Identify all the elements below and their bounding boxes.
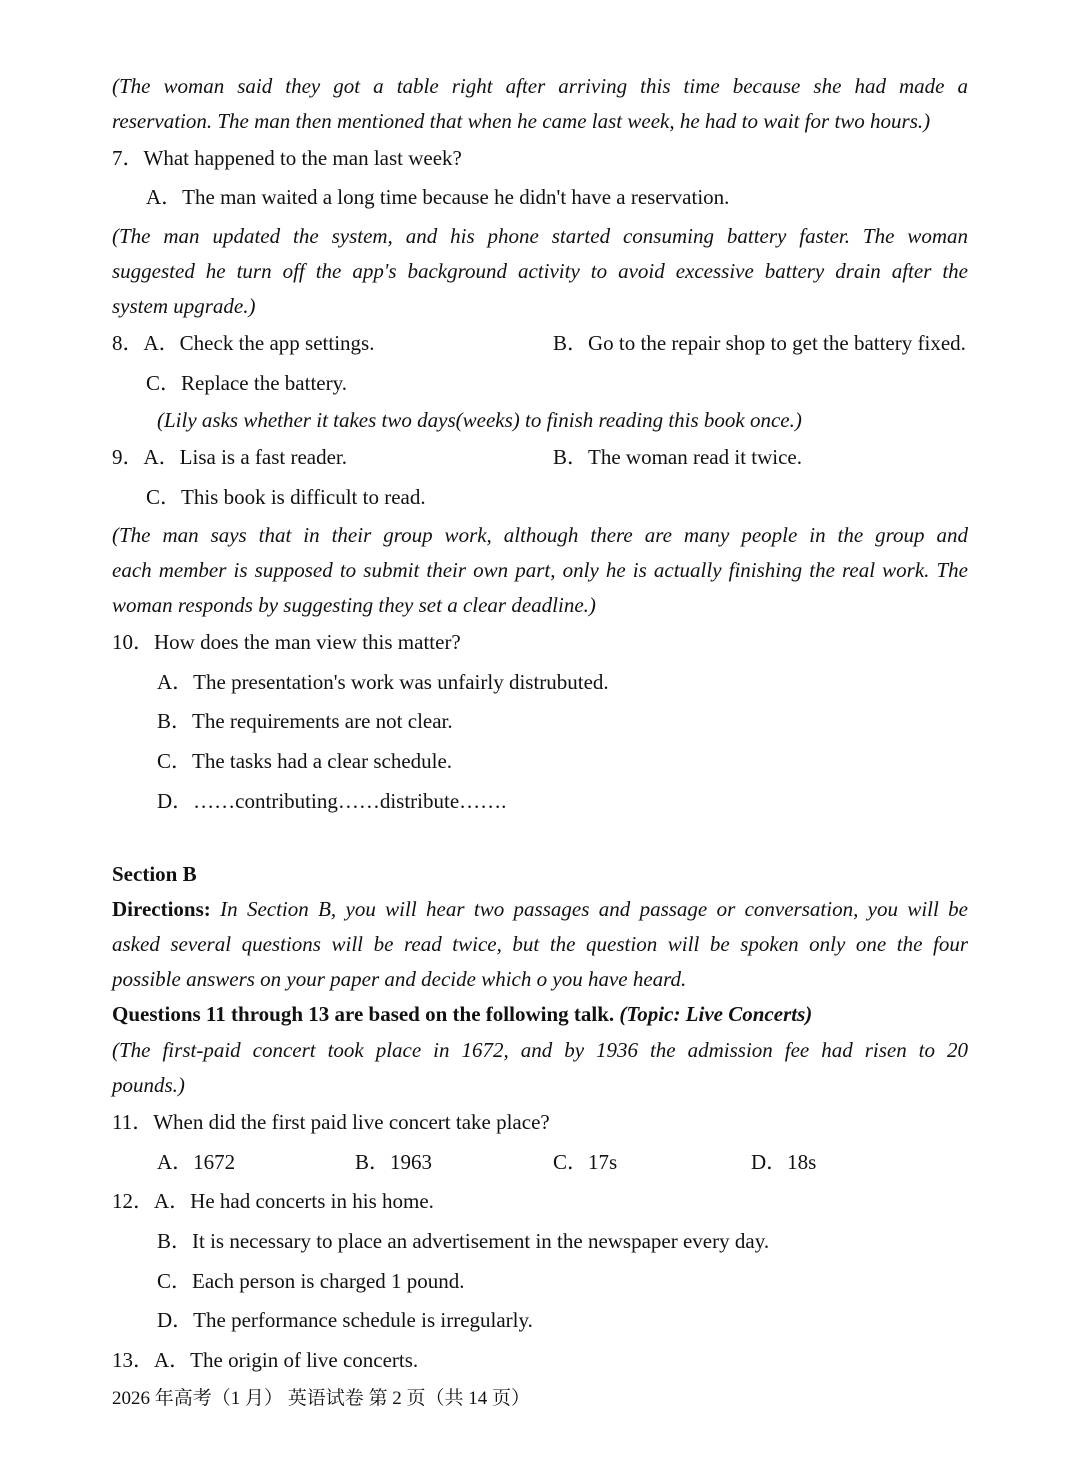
question-13-option-a[interactable]: 13．A．The origin of live concerts.: [112, 1348, 419, 1372]
question-group-topic: (Topic: Live Concerts): [614, 1002, 813, 1026]
script-note-q8-line3: system upgrade.): [112, 294, 256, 318]
script-note-q11-line2: pounds.): [112, 1073, 185, 1097]
section-b-directions-line1: [112, 899, 968, 920]
question-10-stem: 10．How does the man view this matter?: [112, 630, 461, 654]
directions-label: Directions:: [112, 897, 211, 921]
question-10-option-d[interactable]: D．……contributing……distribute…….: [157, 789, 507, 813]
question-10-option-b[interactable]: B．The requirements are not clear.: [157, 709, 453, 733]
script-note-q10-line1: (The man says that in their group work, although there are many people in the group and: [112, 523, 968, 547]
question-9-option-c[interactable]: C．This book is difficult to read.: [146, 485, 426, 509]
question-12-option-d[interactable]: D．The performance schedule is irregularly.: [157, 1308, 533, 1332]
question-10-option-c[interactable]: C．The tasks had a clear schedule.: [157, 749, 453, 773]
script-note-q9-line1: (Lily asks whether it takes two days(weeks) to finish reading this book once.): [157, 408, 802, 432]
question-group-range: Questions 11 through 13 are based on the following talk.: [112, 1002, 615, 1026]
script-note-q8-line2: suggested he turn off the app's background activity to avoid excessive battery drain after the: [112, 259, 968, 283]
question-12-option-a[interactable]: 12．A．He had concerts in his home.: [112, 1189, 434, 1213]
script-note-q8-line1: (The man updated the system, and his phone started consuming battery faster. The woman: [112, 224, 968, 248]
script-note-q7-line2: reservation. The man then mentioned that when he came last week, he had to wait for two hours.): [112, 109, 931, 133]
question-11-option-a[interactable]: A．1672: [157, 1150, 236, 1174]
question-11-stem: 11．When did the first paid live concert take place?: [112, 1110, 550, 1134]
question-7-stem: 7．What happened to the man last week?: [112, 146, 462, 170]
page-footer: 2026 年高考（1 月） 英语试卷 第 2 页（共 14 页）: [112, 1388, 531, 1409]
question-11-option-d[interactable]: D．18s: [751, 1150, 817, 1174]
section-b-directions-line2: asked several questions will be read twice, but the question will be spoken only one the four: [112, 932, 968, 956]
script-note-q7-line1: (The woman said they got a table right after arriving this time because she had made a: [112, 74, 968, 98]
section-b-directions-line3: possible answers on your paper and decide which o you have heard.: [112, 967, 687, 991]
script-note-q10-line3: woman responds by suggesting they set a clear deadline.): [112, 593, 596, 617]
question-7-option-a[interactable]: A．The man waited a long time because he didn't have a reservation.: [146, 185, 730, 209]
question-12-option-c[interactable]: C．Each person is charged 1 pound.: [157, 1269, 465, 1293]
script-note-q11-line1: (The first-paid concert took place in 1672, and by 1936 the admission fee had risen to 20: [112, 1038, 968, 1062]
section-b-title: Section B: [112, 862, 197, 886]
question-9-option-a[interactable]: 9．A．Lisa is a fast reader.: [112, 445, 348, 469]
question-8-option-a[interactable]: 8．A．Check the app settings.: [112, 331, 375, 355]
script-note-q10-line2: each member is supposed to submit their own part, only he is actually finishing the real work. The: [112, 558, 968, 582]
question-12-option-b[interactable]: B．It is necessary to place an advertisement in the newspaper every day.: [157, 1229, 770, 1253]
question-8-option-b[interactable]: B．Go to the repair shop to get the battery fixed.: [553, 331, 966, 355]
question-9-option-b[interactable]: B．The woman read it twice.: [553, 445, 803, 469]
question-8-option-c[interactable]: C．Replace the battery.: [146, 371, 347, 395]
question-11-option-b[interactable]: B．1963: [355, 1150, 433, 1174]
question-group-heading: [112, 1004, 812, 1025]
question-11-option-c[interactable]: C．17s: [553, 1150, 618, 1174]
directions-text-1: In Section B, you will hear two passages and passage or conversation, you will be: [210, 897, 968, 921]
question-10-option-a[interactable]: A．The presentation's work was unfairly distrubuted.: [157, 670, 609, 694]
